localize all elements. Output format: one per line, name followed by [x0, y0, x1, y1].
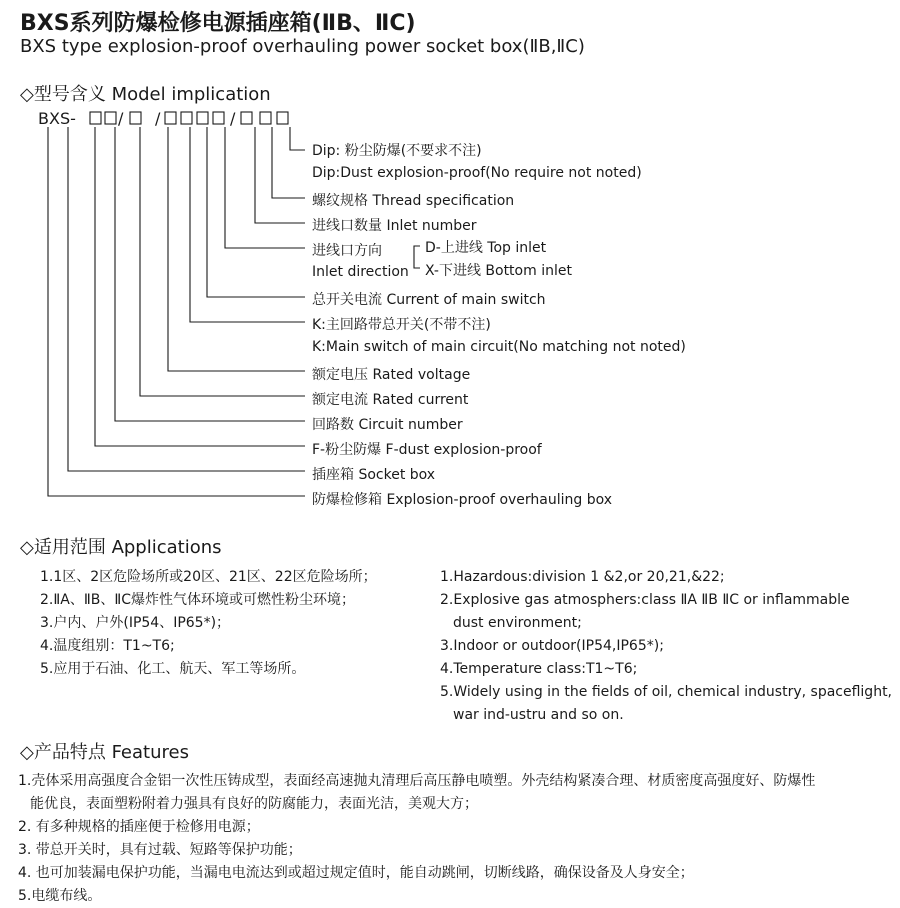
line-socket-box [68, 127, 305, 471]
feature-item: 能优良，表面塑粉附着力强具有良好的防腐能力，表面光洁，美观大方； [30, 796, 478, 812]
code-box-8 [241, 112, 252, 124]
feature-item: 5.电缆布线。 [18, 888, 102, 904]
line-circuit-number [115, 127, 305, 421]
app-en-item: 2.Explosive gas atmosphers:class ⅡA ⅡB ⅡC or inflammable [440, 592, 850, 608]
applications-heading: ◇适用范围 Applications [20, 537, 222, 558]
feature-item: 1.壳体采用高强度合金铝一次性压铸成型，表面经高速抛丸清理后高压静电喷塑。外壳结构紧凑合理、材质密度高强度好、防爆性 [18, 773, 816, 789]
app-cn-item: 1.1区、2区危险场所或20区、21区、22区危险场所； [40, 569, 377, 585]
model-heading: ◇型号含义 Model implication [20, 84, 271, 105]
app-en-item: 4.Temperature class:T1~T6; [440, 661, 638, 677]
label-top-inlet: D-上进线 Top inlet [425, 240, 547, 256]
label-rated-voltage: 额定电压 Rated voltage [312, 367, 471, 383]
model-code-slash-2: / [155, 109, 161, 128]
page-subtitle: BXS type explosion-proof overhauling power socket box(ⅡB,ⅡC) [20, 36, 585, 57]
line-inlet-number [255, 127, 305, 223]
code-box-5 [181, 112, 192, 124]
code-box-2 [105, 112, 116, 124]
app-en-item: 5.Widely using in the fields of oil, chemical industry, spaceflight, [440, 684, 893, 700]
label-dust-proof: F-粉尘防爆 F-dust explosion-proof [312, 442, 542, 458]
label-thread: 螺纹规格 Thread specification [312, 193, 515, 209]
app-en-item: war ind-ustru and so on. [453, 707, 624, 723]
line-dust-proof [95, 127, 305, 446]
label-dip-en: Dip:Dust explosion-proof(No require not noted) [312, 165, 642, 181]
inlet-direction-bracket [414, 246, 420, 268]
label-main-switch-cn: K:主回路带总开关(不带不注) [312, 317, 491, 333]
features-list [18, 770, 815, 908]
line-main-switch-current [207, 127, 305, 297]
line-thread [272, 127, 305, 198]
label-overhauling-box: 防爆检修箱 Explosion-proof overhauling box [312, 492, 613, 508]
label-inlet-direction-en: Inlet direction [312, 264, 409, 280]
feature-item: 3. 带总开关时，具有过载、短路等保护功能； [18, 842, 302, 858]
app-cn-list [40, 566, 377, 681]
code-box-1 [90, 112, 101, 124]
feature-item: 2. 有多种规格的插座便于检修用电源； [18, 819, 260, 835]
feature-item: 4. 也可加装漏电保护功能，当漏电电流达到或超过规定值时，能自动跳闸，切断线路，确保设备及人身安全； [18, 865, 694, 881]
code-box-7 [213, 112, 224, 124]
app-cn-item: 2.ⅡA、ⅡB、ⅡC爆炸性气体环境或可燃性粉尘环境； [40, 592, 355, 608]
label-main-switch-en: K:Main switch of main circuit(No matching not noted) [312, 339, 686, 355]
app-en-item: 1.Hazardous:division 1 &2,or 20,21,&22; [440, 569, 725, 585]
code-box-3 [130, 112, 141, 124]
label-inlet-number: 进线口数量 Inlet number [312, 218, 477, 234]
model-code-prefix: BXS- [38, 109, 76, 128]
code-box-9 [260, 112, 271, 124]
code-box-6 [197, 112, 208, 124]
label-socket-box: 插座箱 Socket box [312, 467, 436, 483]
page-title: BXS系列防爆检修电源插座箱(ⅡB、ⅡC) [20, 11, 416, 36]
app-en-list [440, 566, 892, 727]
label-main-switch-current: 总开关电流 Current of main switch [312, 292, 546, 308]
line-rated-voltage [168, 127, 305, 371]
line-rated-current [140, 127, 305, 396]
app-en-item: dust environment; [453, 615, 582, 631]
app-en-item: 3.Indoor or outdoor(IP54,IP65*); [440, 638, 664, 654]
line-inlet-direction [225, 127, 305, 248]
label-rated-current: 额定电流 Rated current [312, 392, 469, 408]
app-cn-item: 5.应用于石油、化工、航天、军工等场所。 [40, 661, 306, 677]
code-box-10 [277, 112, 288, 124]
features-heading: ◇产品特点 Features [20, 742, 189, 763]
model-code-slash-1: / [118, 109, 124, 128]
model-code-slash-3: / [230, 109, 236, 128]
app-cn-item: 3.户内、户外(IP54、IP65*)； [40, 615, 231, 631]
label-inlet-direction-cn: 进线口方向 [312, 243, 382, 259]
label-dip-cn: Dip: 粉尘防爆(不要求不注) [312, 143, 482, 159]
line-dip [290, 127, 305, 150]
label-circuit-number: 回路数 Circuit number [312, 417, 463, 433]
app-cn-item: 4.温度组别：T1~T6; [40, 638, 175, 654]
code-box-4 [165, 112, 176, 124]
line-overhauling-box [48, 127, 305, 496]
label-bottom-inlet: X-下进线 Bottom inlet [425, 263, 572, 279]
